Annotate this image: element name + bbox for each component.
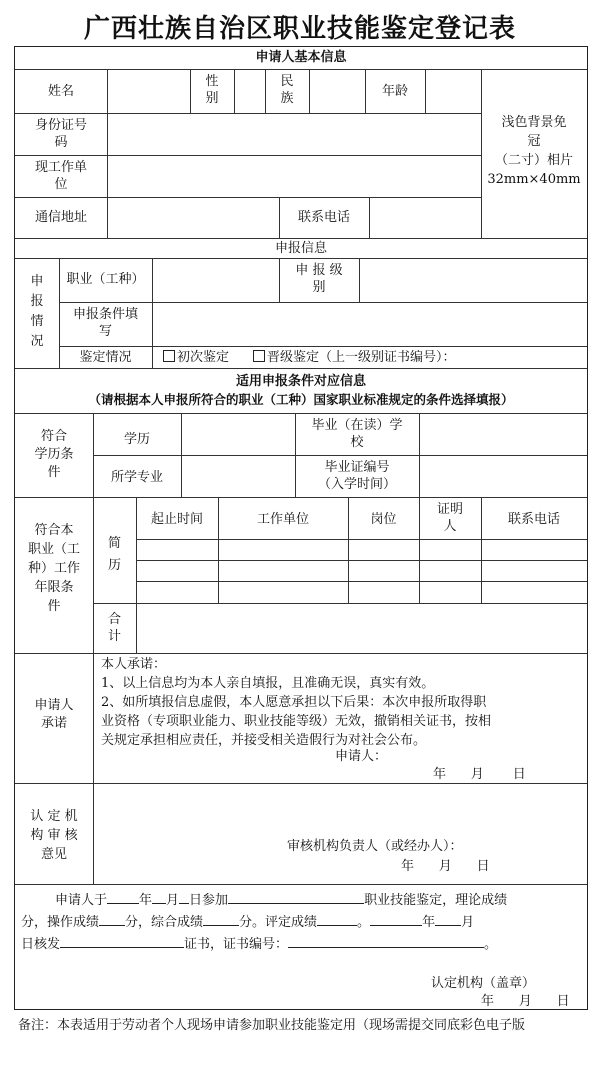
degree-label: 学历: [123, 432, 150, 447]
form-title: 广西壮族自治区职业技能鉴定登记表: [83, 14, 516, 44]
col-contact-phone: 联系电话: [507, 512, 560, 527]
declare-info-header: 申报信息: [274, 241, 327, 256]
registration-form: [14, 46, 588, 1010]
school-label: 毕业（在读）学 校: [311, 418, 403, 450]
result-line-2: 分，操作成绩 分，综合成绩 分。评定成绩 。 年 月: [21, 911, 474, 931]
col-post: 岗位: [370, 512, 397, 527]
address-label: 通信地址: [34, 210, 87, 225]
review-date: 年 月 日: [401, 859, 490, 874]
footnote: 备注：本表适用于劳动者个人现场申请参加职业技能鉴定用（现场需提交同底彩色电子版: [18, 1018, 526, 1033]
first-appraisal-checkbox[interactable]: 初次鉴定: [163, 349, 229, 366]
age-label: 年龄: [381, 84, 408, 99]
applicable-title: 适用申报条件对应信息: [235, 374, 366, 389]
resume-label: 简 历: [107, 536, 121, 573]
phone-label: 联系电话: [297, 210, 350, 225]
review-side-label: 认 定 机 构 审 核 意见: [30, 809, 78, 862]
education-side-label: 符合 学历条 件: [34, 429, 74, 480]
promise-line-3: 2、如所填报信息虚假，本人愿意承担以下后果：本次申报所取得职: [101, 695, 487, 710]
col-witness: 证明 人: [436, 502, 463, 534]
major-label: 所学专业: [110, 470, 163, 485]
result-line-1: 申请人于 年 月 日参加 职业技能鉴定，理论成绩: [55, 889, 507, 909]
gender-label: 性 别: [205, 74, 219, 106]
level-label: 申 报 级 别: [295, 263, 343, 295]
workplace-label: 现工作单 位: [34, 160, 87, 192]
basic-info-header: 申请人基本信息: [255, 50, 347, 65]
id-number-label: 身份证号 码: [34, 118, 87, 150]
col-start-time: 起止时间: [150, 512, 203, 527]
promise-line-4: 业资格（专项职业能力、职业技能等级）无效，撤销相关证书，按相: [101, 714, 492, 729]
ethnic-label: 民 族: [280, 74, 294, 106]
checkbox-icon: [253, 350, 265, 362]
work-side-label: 符合本 职业（工 种）工作 年限条 件: [27, 523, 80, 614]
cert-no-label: 毕业证编号 （入学时间）: [317, 460, 396, 492]
name-label: 姓名: [47, 84, 74, 99]
promise-side-label: 申请人 承诺: [34, 698, 74, 731]
promise-date: 年 月 日: [433, 767, 526, 782]
occupation-label: 职业（工种）: [66, 272, 145, 287]
appraisal-label: 鉴定情况: [79, 350, 132, 365]
promise-line-5: 关规定承担相应责任，并接受相关造假行为对社会公布。: [101, 733, 427, 748]
photo-placeholder: 浅色背景免 冠 （二寸）相片 32mm×40mm: [487, 115, 581, 187]
condition-label: 申报条件填 写: [72, 307, 138, 339]
certifying-org-seal: 认定机构（盖章）: [431, 976, 536, 991]
checkbox-icon: [163, 350, 175, 362]
promise-line-2: 1、以上信息均为本人亲自填报，且准确无误，真实有效。: [101, 676, 435, 691]
total-label: 合 计: [107, 612, 121, 644]
upgrade-appraisal-checkbox[interactable]: 晋级鉴定（上一级别证书编号）：: [253, 349, 456, 366]
declare-side-label: 申 报 情 况: [30, 274, 44, 349]
promise-line-1: 本人承诺：: [101, 657, 167, 672]
applicant-signature-label: 申请人：: [335, 749, 388, 764]
reviewer-label: 审核机构负责人（或经办人）：: [287, 839, 463, 854]
applicable-subtitle: （请根据本人申报所符合的职业（工种）国家职业标准规定的条件选择填报）: [88, 392, 514, 407]
result-line-3: 日核发 证书，证书编号： 。: [21, 933, 497, 953]
certifying-date: 年 月 日: [481, 994, 570, 1009]
col-work-unit: 工作单位: [256, 512, 309, 527]
